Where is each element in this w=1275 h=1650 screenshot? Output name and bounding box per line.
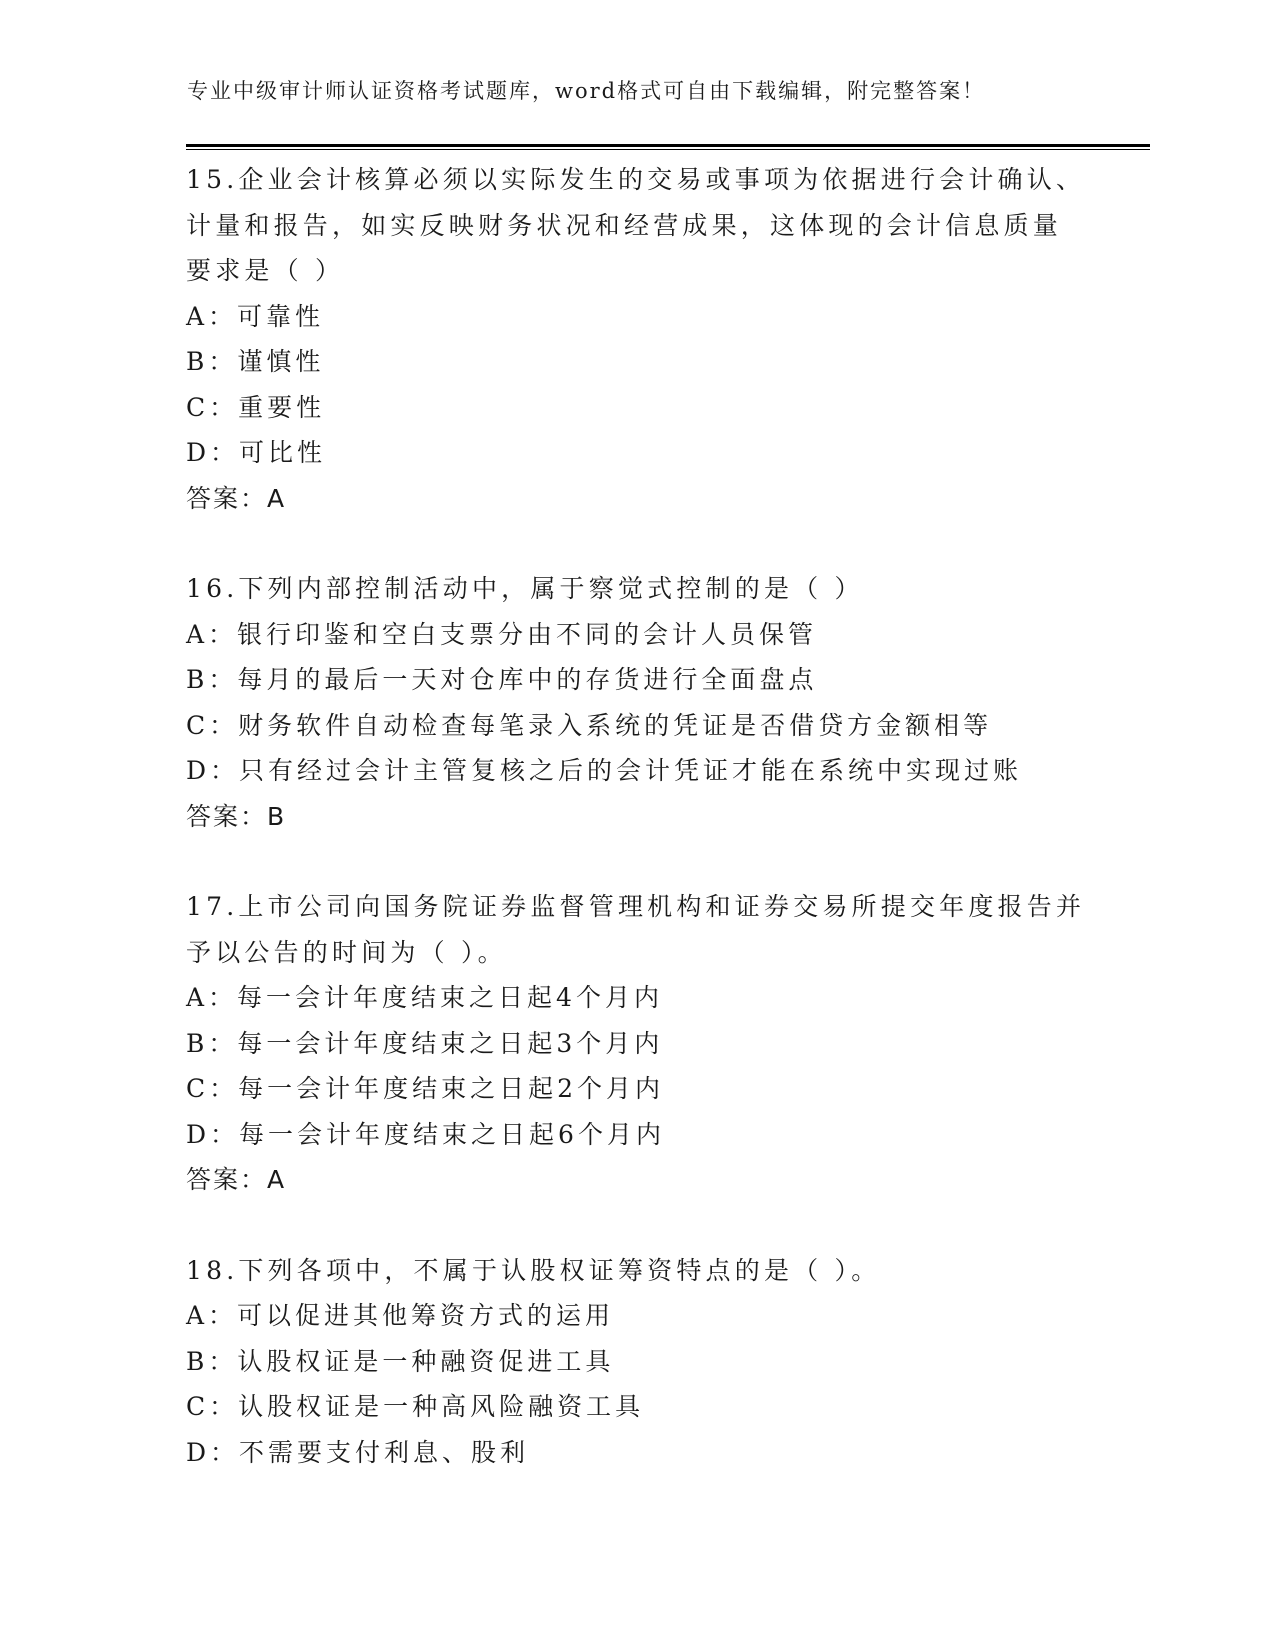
option-c: C：重要性 [186, 392, 326, 422]
option-b: B：每月的最后一天对仓库中的存货进行全面盘点 [186, 665, 818, 694]
option-a: A：可以促进其他筹资方式的运用 [186, 1301, 615, 1330]
option-b: B：每一会计年度结束之日起3个月内 [186, 1028, 664, 1058]
option-a: A：可靠性 [186, 301, 325, 331]
option-d: D：只有经过会计主管复核之后的会计凭证才能在系统中实现过账 [186, 756, 1023, 785]
stem-line: 17.上市公司向国务院证券监督管理机构和证券交易所提交年度报告并 [186, 892, 1086, 921]
option-d: D：不需要支付利息、股利 [186, 1437, 530, 1467]
option-c: C：每一会计年度结束之日起2个月内 [186, 1074, 665, 1103]
option-c: C：认股权证是一种高风险融资工具 [186, 1392, 645, 1421]
header-divider [186, 144, 1150, 151]
stem-line: 15.企业会计核算必须以实际发生的交易或事项为依据进行会计确认、 [186, 165, 1086, 194]
option-d: D：可比性 [186, 438, 327, 467]
question-stem [186, 1248, 1086, 1294]
question-15 [186, 157, 1086, 521]
option-a: A：每一会计年度结束之日起4个月内 [186, 983, 663, 1012]
option-c: C：财务软件自动检查每笔录入系统的凭证是否借贷方金额相等 [186, 710, 993, 740]
answer-label: 答案：A [186, 1165, 287, 1194]
option-a: A：银行印鉴和空白支票分由不同的会计人员保管 [186, 619, 818, 649]
question-16 [186, 566, 1086, 839]
question-17 [186, 884, 1086, 1203]
option-d: D：每一会计年度结束之日起6个月内 [186, 1119, 665, 1149]
option-b: B：认股权证是一种融资促进工具 [186, 1346, 615, 1376]
answer-label: 答案：A [186, 483, 287, 513]
option-b: B：谨慎性 [186, 347, 325, 376]
header-divider-thin [186, 149, 1150, 150]
stem-line: 16.下列内部控制活动中，属于察觉式控制的是（ ） [186, 574, 864, 603]
answer-label: 答案：B [186, 801, 287, 831]
header-divider-thick [186, 144, 1150, 147]
stem-line: 18.下列各项中，不属于认股权证筹资特点的是（ ）。 [186, 1255, 881, 1285]
stem-line: 予以公告的时间为（ ）。 [186, 937, 507, 967]
page-header: 专业中级审计师认证资格考试题库，word格式可自由下载编辑，附完整答案！ [187, 79, 986, 103]
question-18 [186, 1248, 1086, 1476]
question-list [186, 157, 1086, 1520]
stem-line: 计量和报告，如实反映财务状况和经营成果，这体现的会计信息质量 [186, 210, 1063, 240]
question-stem [186, 566, 1086, 612]
question-stem [186, 884, 1086, 975]
stem-line: 要求是（ ） [186, 256, 345, 285]
question-stem [186, 157, 1086, 294]
